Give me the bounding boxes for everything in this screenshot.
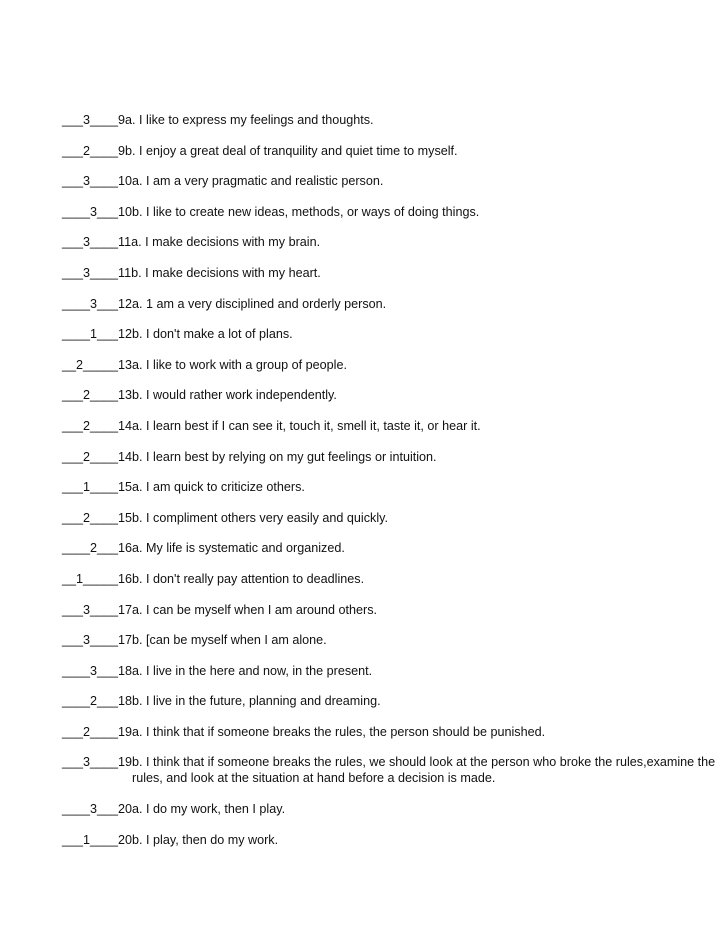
list-item: ___2____13b. I would rather work independently. [62,388,337,403]
list-item: ___3____11a. I make decisions with my brain. [62,235,321,250]
list-item: ____2___18b. I live in the future, planning and dreaming. [62,694,381,709]
list-item: ___2____15b. I compliment others very easily and quickly. [62,510,388,525]
list-item: ____1___12b. I don't make a lot of plans. [62,327,293,342]
list-item: ____2___16a. My life is systematic and organized. [62,541,345,556]
list-item: ____3___20a. I do my work, then I play. [62,802,286,817]
list-item: __1_____16b. I don't really pay attention to deadlines. [62,571,365,586]
list-item: ____3___18a. I live in the here and now, in the present. [62,663,373,678]
list-item: ___3____10a. I am a very pragmatic and realistic person. [62,174,384,189]
list-item: ___3____9a. I like to express my feelings and thoughts. [62,113,374,127]
list-item-continuation: rules, and look at the situation at hand before a decision is made. [132,771,496,786]
list-item: ___2____14b. I learn best by relying on my gut feelings or intuition. [62,449,437,464]
list-item: ____3___12a. 1 am a very disciplined and orderly person. [62,296,387,311]
list-item: ___1____15a. I am quick to criticize others. [62,480,305,495]
list-item-text: ___3____19b. I think that if someone breaks the rules, we should look at the person who broke the rules,examine the [62,755,716,770]
list-item: __2_____13a. I like to work with a group of people. [62,357,347,372]
list-item [62,754,716,786]
list-item: ____3___10b. I like to create new ideas, methods, or ways of doing things. [62,204,480,219]
list-item: ___2____9b. I enjoy a great deal of tranquility and quiet time to myself. [62,143,458,158]
survey-item-list [62,112,716,862]
list-item: ___3____17b. [can be myself when I am alone. [62,633,327,648]
list-item: ___1____20b. I play, then do my work. [62,832,279,847]
list-item: ___3____17a. I can be myself when I am around others. [62,602,378,617]
list-item: ___2____14a. I learn best if I can see it, touch it, smell it, taste it, or hear it. [62,418,481,433]
list-item: ___3____11b. I make decisions with my heart. [62,265,321,280]
list-item: ___2____19a. I think that if someone breaks the rules, the person should be punished. [62,724,546,739]
